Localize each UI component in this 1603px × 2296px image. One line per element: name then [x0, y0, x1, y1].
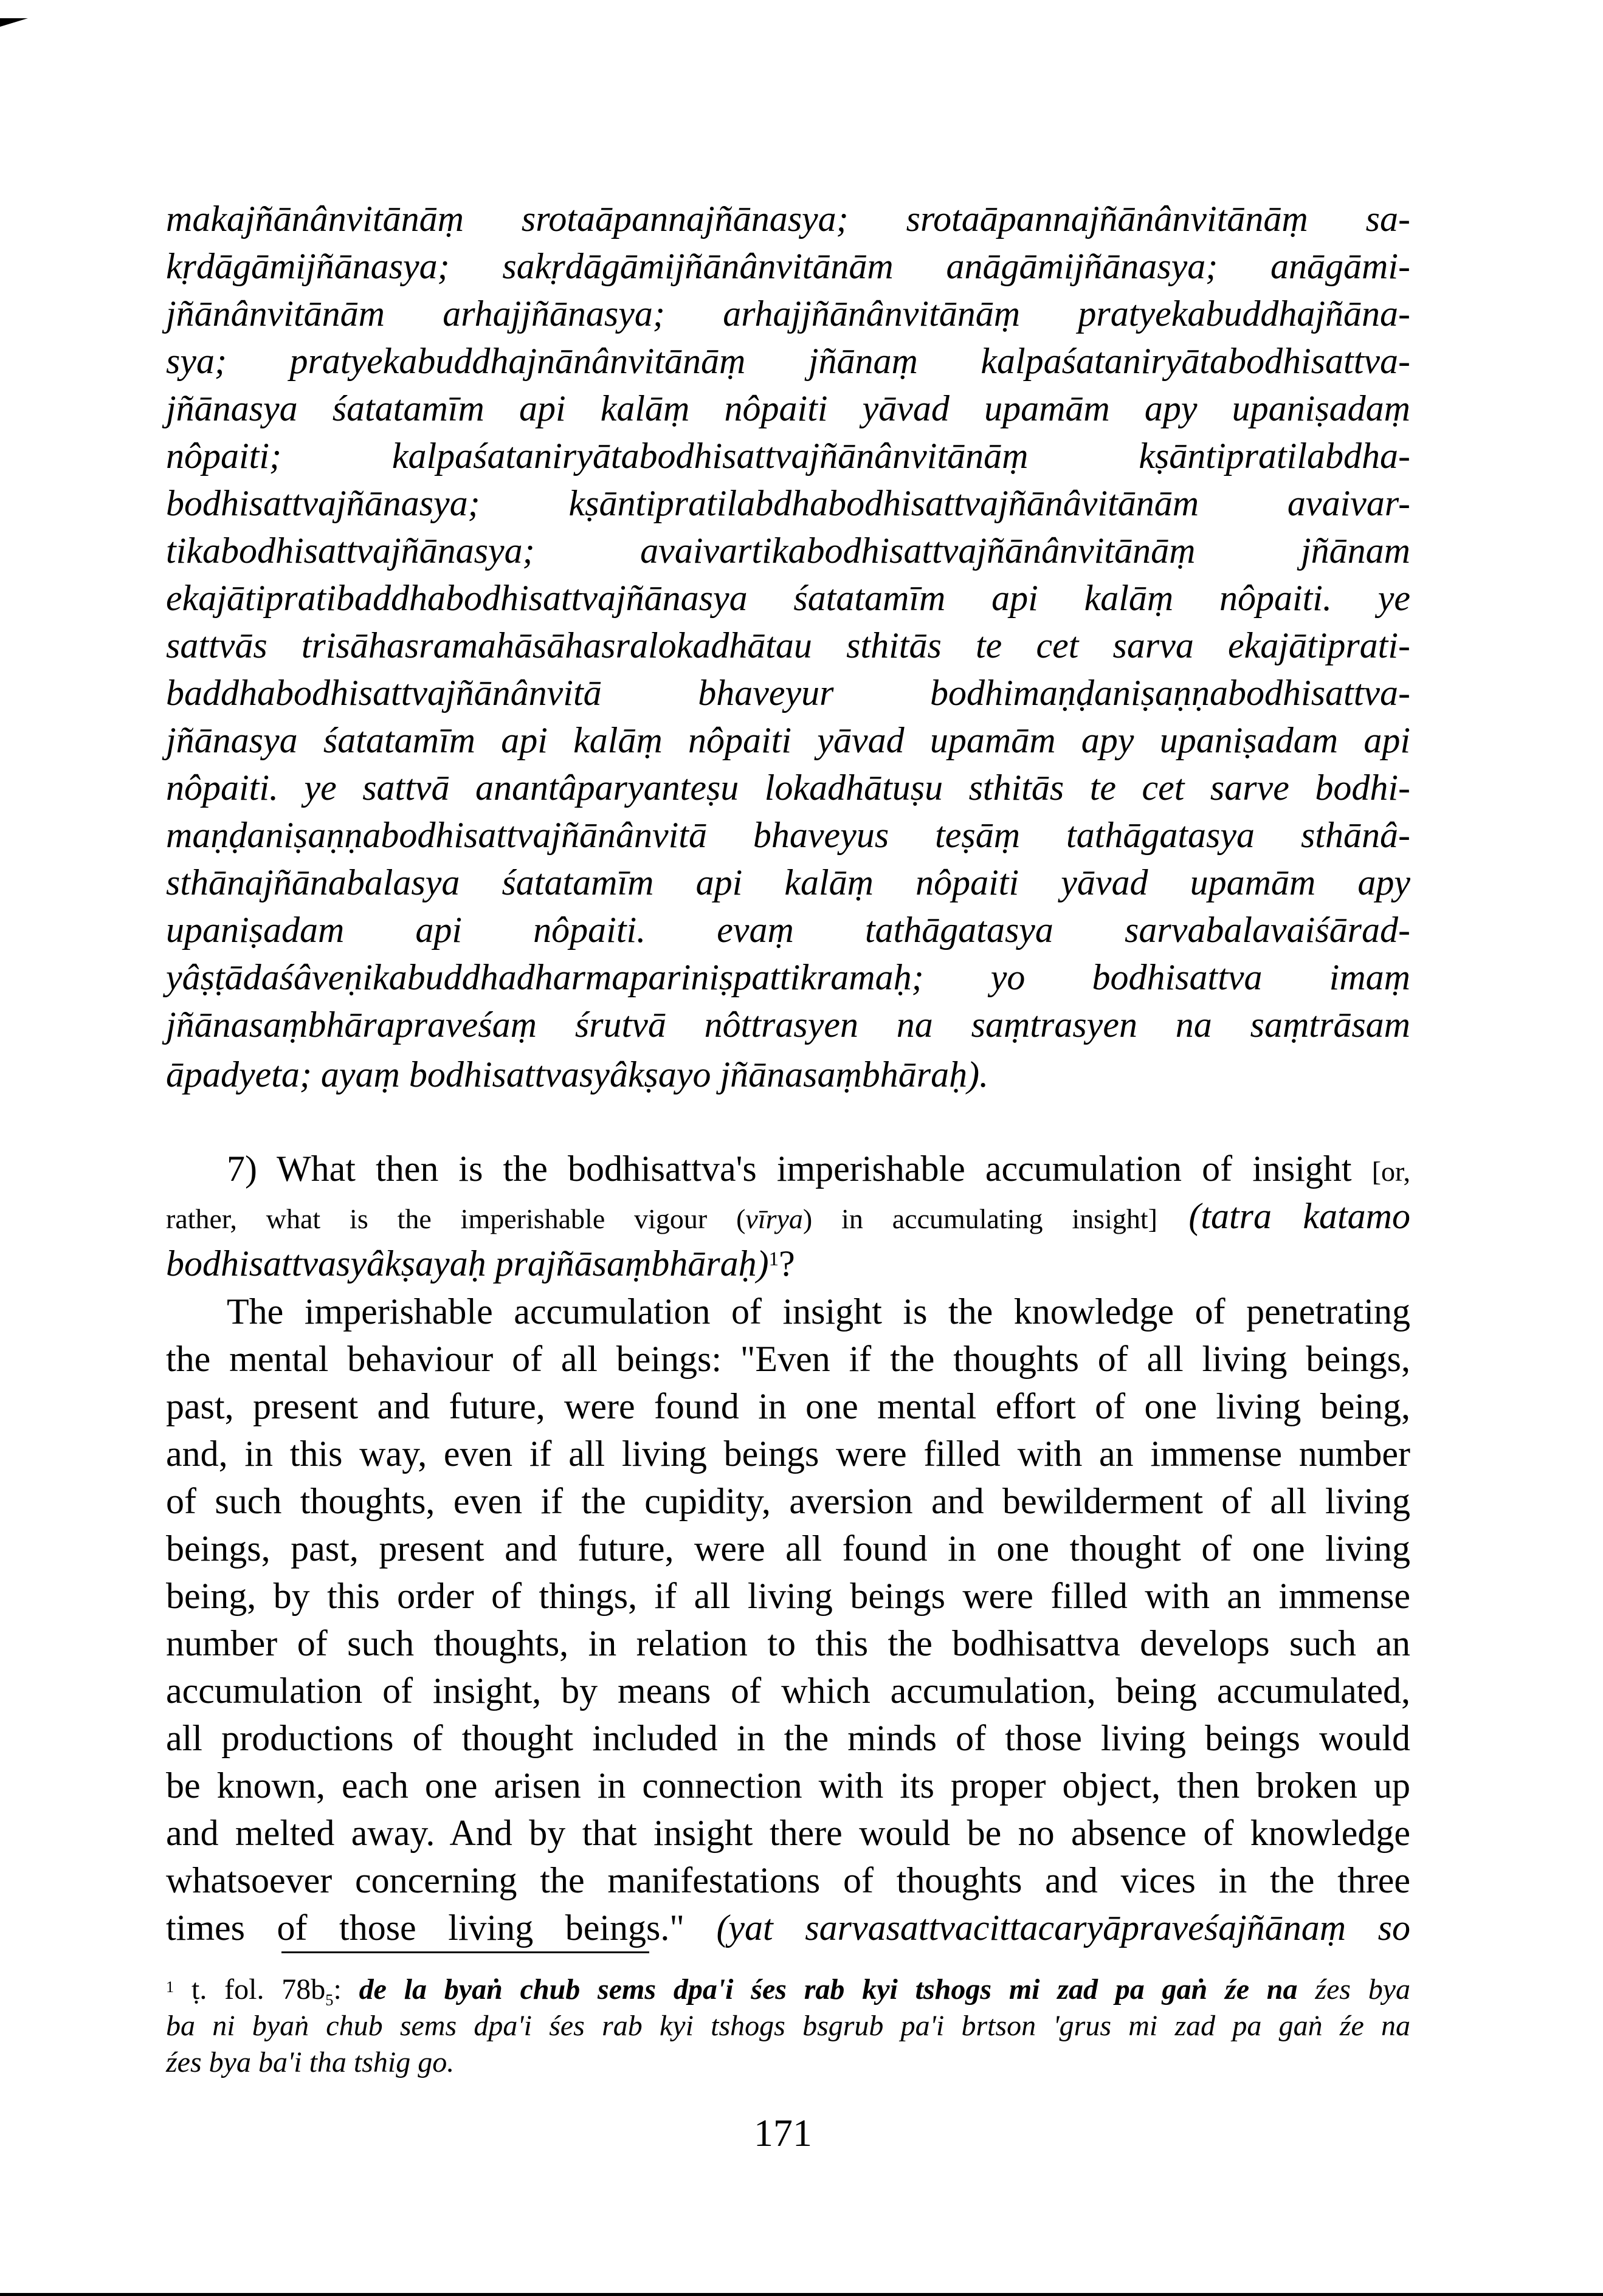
english-line: and, in this way, even if all living beings were filled with an immense number — [166, 1434, 1410, 1474]
english-line: past, present and future, were found in one mental effort of one living being, — [166, 1386, 1410, 1426]
sanskrit-line: yâṣṭādaśâveṇikabuddhadharmapariniṣpattikramaḥ; yo bodhisattva imaṃ — [166, 957, 1410, 997]
sanskrit-line: sya; pratyekabuddhajnānânvitānāṃ jñānaṃ kalpaśataniryātabodhisattva- — [166, 341, 1410, 381]
footnote-ref[interactable]: 1 — [768, 1248, 779, 1271]
sanskrit-line: tikabodhisattvajñānasya; avaivartikabodhisattvajñānânvitānāṃ jñānam — [166, 531, 1410, 571]
footnote-colon: : — [333, 1973, 342, 2006]
footnote-line-1 — [166, 1975, 1410, 2015]
footnote-source-sub: 5 — [325, 1990, 334, 2009]
footnote-line-3: źes bya ba'i tha tshig go. — [166, 2046, 455, 2078]
english-line: the mental behaviour of all beings: "Even if the thoughts of all living beings, — [166, 1339, 1410, 1379]
sanskrit-line: maṇḍaniṣaṇṇabodhisattvajñānânvitā bhaveyus teṣāṃ tathāgatasya sthānâ- — [166, 815, 1410, 855]
sanskrit-line: baddhabodhisattvajñānânvitā bhaveyur bodhimaṇḍaniṣaṇṇabodhisattva- — [166, 673, 1410, 713]
page-number: 171 — [754, 2111, 812, 2154]
sanskrit-line: bodhisattvajñānasya; kṣāntipratilabdhabodhisattvajñānâvitānām avaivar- — [166, 483, 1410, 523]
english-line: be known, each one arisen in connection with its proper object, then broken up — [166, 1765, 1410, 1806]
sanskrit-line: sthānajñānabalasya śatatamīm api kalāṃ nôpaiti yāvad upamām apy — [166, 862, 1410, 902]
bracket-note: [or, — [1371, 1156, 1410, 1187]
sanskrit-line: ekajātipratibaddhabodhisattvajñānasya śatatamīm api kalāṃ nôpaiti. ye — [166, 578, 1410, 618]
section-7-question: 7) What then is the bodhisattva's imperishable accumulation of insight — [227, 1149, 1352, 1189]
scan-corner-artifact — [0, 18, 28, 27]
sanskrit-line: jñānânvitānām arhajjñānasya; arhajjñānânvitānāṃ pratyekabuddhajñāna- — [166, 294, 1410, 334]
sanskrit-line: jñānasya śatatamīm api kalāṃ nôpaiti yāvad upamām apy upaniṣadam api — [166, 720, 1410, 760]
bracket-note: rather, what is the imperishable vigour ( — [166, 1203, 746, 1234]
english-line: all productions of thought included in the minds of those living beings would — [166, 1718, 1410, 1758]
bracket-note-end: ) in accumulating insight] — [802, 1203, 1157, 1234]
footnote-tibetan-bold: de la byaṅ chub sems dpa'i śes rab kyi tshogs mi zad pa gaṅ źe na — [359, 1973, 1298, 2006]
section-7-question-line-3 — [166, 1245, 1410, 1282]
sanskrit-gloss: (tatra katamo — [1188, 1196, 1411, 1236]
english-line: The imperishable accumulation of insight is the knowledge of penetrating — [227, 1291, 1410, 1332]
footnote-tibetan: źes bya — [1315, 1973, 1411, 2006]
footnote-separator — [281, 1951, 649, 1953]
section-7-question-line-2 — [166, 1198, 1410, 1237]
english-line-last — [166, 1909, 1410, 1946]
sanskrit-gloss: (yat sarvasattvacittacaryāpraveśajñānaṃ so — [716, 1908, 1410, 1948]
sanskrit-gloss: bodhisattvasyâkṣayaḥ prajñāsaṃbhāraḥ) — [166, 1243, 769, 1284]
english-line: of such thoughts, even if the cupidity, aversion and bewilderment of all living — [166, 1481, 1410, 1521]
footnote-source: ṭ. fol. 78b — [191, 1973, 326, 2006]
english-line: whatsoever concerning the manifestations of thoughts and vices in the three — [166, 1860, 1410, 1900]
virya-term: vīrya — [745, 1203, 803, 1234]
sanskrit-line: makajñānânvitānāṃ srotaāpannajñānasya; srotaāpannajñānânvitānāṃ sa- — [166, 199, 1410, 239]
sanskrit-line: jñānasya śatatamīm api kalāṃ nôpaiti yāvad upamām apy upaniṣadaṃ — [166, 388, 1410, 428]
english-line: accumulation of insight, by means of which accumulation, being accumulated, — [166, 1671, 1410, 1711]
english-line: beings, past, present and future, were all found in one thought of one living — [166, 1528, 1410, 1569]
english-line: being, by this order of things, if all living beings were filled with an immense — [166, 1576, 1410, 1616]
sanskrit-line: upaniṣadam api nôpaiti. evaṃ tathāgatasya sarvabalavaiśārad- — [166, 910, 1410, 950]
sanskrit-line: sattvās trisāhasramahāsāhasralokadhātau sthitās te cet sarva ekajātiprati- — [166, 625, 1410, 665]
sanskrit-line: jñānasaṃbhārapraveśaṃ śrutvā nôttrasyen na saṃtrasyen na saṃtrāsam — [166, 1005, 1410, 1045]
question-mark: ? — [779, 1243, 795, 1284]
sanskrit-line: nôpaiti; kalpaśataniryātabodhisattvajñānânvitānāṃ kṣāntipratilabdha- — [166, 436, 1410, 476]
sanskrit-line: kṛdāgāmijñānasya; sakṛdāgāmijñānânvitānām anāgāmijñānasya; anāgāmi- — [166, 246, 1410, 286]
sanskrit-line: āpadyeta; ayaṃ bodhisattvasyâkṣayo jñānasaṃbhāraḥ). — [166, 1054, 989, 1095]
section-7-question-line-1 — [227, 1150, 1410, 1190]
english-quote-end: times of those living beings." — [166, 1908, 684, 1948]
footnote-marker: 1 — [166, 1977, 174, 1996]
footnote-line-2: ba ni byaṅ chub sems dpa'i śes rab kyi tshogs bsgrub pa'i brtson 'grus mi zad pa gaṅ źe na — [166, 2010, 1410, 2042]
english-line: number of such thoughts, in relation to this the bodhisattva develops such an — [166, 1623, 1410, 1663]
english-line: and melted away. And by that insight there would be no absence of knowledge — [166, 1813, 1410, 1853]
scan-bottom-edge — [0, 2293, 1603, 2296]
sanskrit-line: nôpaiti. ye sattvā anantâparyanteṣu lokadhātuṣu sthitās te cet sarve bodhi- — [166, 768, 1410, 808]
